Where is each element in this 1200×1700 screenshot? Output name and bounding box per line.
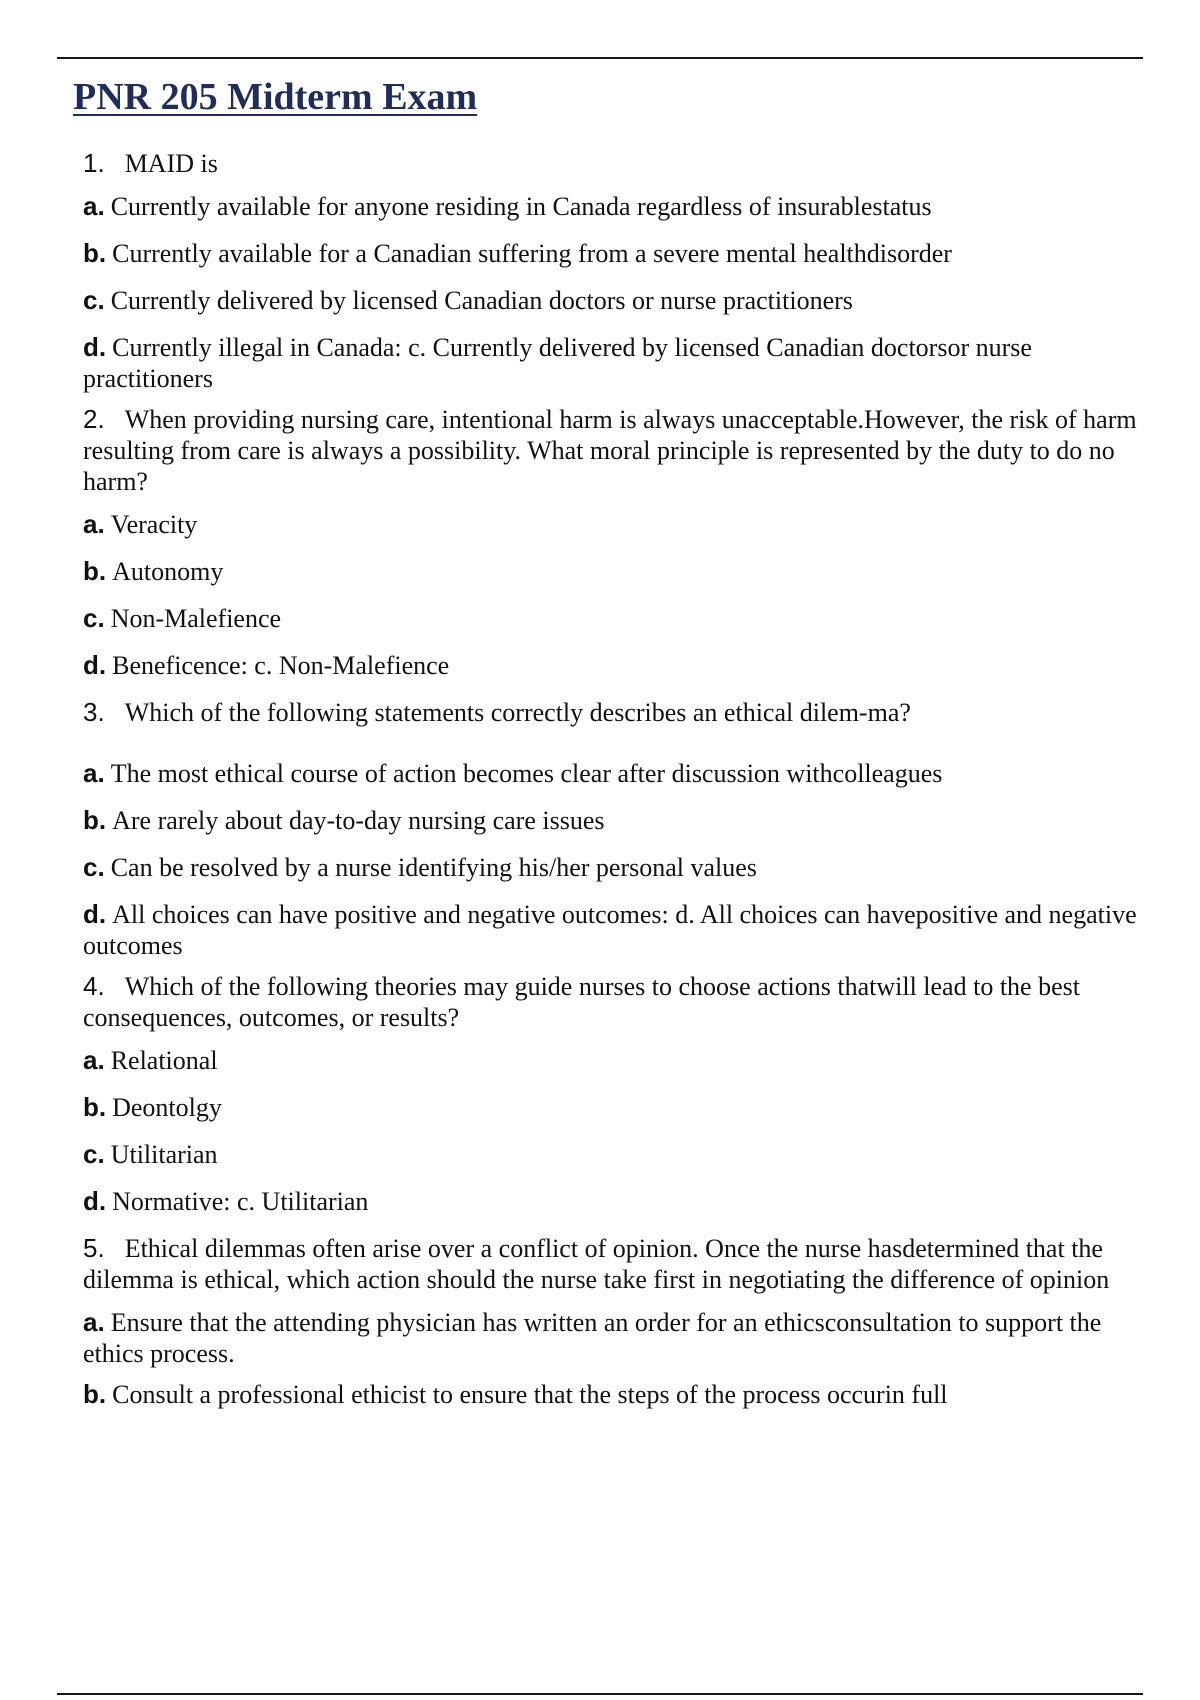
question-number: 1.	[83, 148, 105, 178]
option-letter: d.	[83, 650, 107, 680]
option-text: Currently delivered by licensed Canadian doctors or nurse practitioners	[110, 286, 853, 315]
top-rule	[57, 57, 1143, 59]
option-4d	[83, 1186, 1147, 1217]
option-letter: a.	[83, 509, 105, 539]
option-text: Non-Malefience	[110, 604, 282, 633]
option-3c	[83, 852, 1147, 883]
option-3d	[83, 899, 1147, 961]
option-text: Are rarely about day-to-day nursing care issues	[112, 806, 605, 835]
question-text: When providing nursing care, intentional harm is always unacceptable.However, the risk of harm resulting from care is always a possibility. What moral principle is represented by the duty to do no harm?	[83, 405, 1137, 496]
option-2a	[83, 509, 1147, 540]
option-letter: c.	[83, 852, 105, 882]
option-5b	[83, 1379, 1147, 1410]
option-letter: d.	[83, 332, 107, 362]
option-4a	[83, 1045, 1147, 1076]
option-text: All choices can have positive and negative outcomes: d. All choices can havepositive and negative outcomes	[83, 900, 1137, 960]
option-letter: b.	[83, 1092, 107, 1122]
option-text: Beneficence: c. Non-Malefience	[112, 651, 450, 680]
question-number: 5.	[83, 1233, 105, 1263]
option-text: Deontolgy	[112, 1093, 222, 1122]
option-letter: b.	[83, 556, 107, 586]
option-letter: c.	[83, 603, 105, 633]
question-5	[83, 1233, 1147, 1295]
option-text: Relational	[110, 1046, 218, 1075]
option-4c	[83, 1139, 1147, 1170]
option-letter: d.	[83, 899, 107, 929]
exam-content	[83, 148, 1147, 1426]
option-letter: d.	[83, 1186, 107, 1216]
option-text: Utilitarian	[110, 1140, 218, 1169]
option-3a	[83, 758, 1147, 789]
page-title: PNR 205 Midterm Exam	[73, 76, 478, 118]
question-1	[83, 148, 1147, 179]
option-1c	[83, 285, 1147, 316]
option-letter: c.	[83, 285, 105, 315]
option-3b	[83, 805, 1147, 836]
option-2d	[83, 650, 1147, 681]
question-text: Ethical dilemmas often arise over a conflict of opinion. Once the nurse hasdetermined that the dilemma is ethical, which action should the nurse take first in negotiating the difference of opinion	[83, 1234, 1110, 1294]
option-text: Consult a professional ethicist to ensure that the steps of the process occurin full	[112, 1380, 948, 1409]
question-text: MAID is	[124, 149, 218, 178]
option-text: Normative: c. Utilitarian	[112, 1187, 369, 1216]
question-4	[83, 971, 1147, 1033]
question-text: Which of the following theories may guide nurses to choose actions thatwill lead to the best consequences, outcomes, or results?	[83, 972, 1080, 1032]
option-letter: b.	[83, 1379, 107, 1409]
option-text: Currently available for a Canadian suffering from a severe mental healthdisorder	[112, 239, 952, 268]
option-text: Can be resolved by a nurse identifying his/her personal values	[110, 853, 757, 882]
option-letter: b.	[83, 238, 107, 268]
option-letter: c.	[83, 1139, 105, 1169]
option-2c	[83, 603, 1147, 634]
question-number: 2.	[83, 404, 105, 434]
option-5a	[83, 1307, 1147, 1369]
option-letter: a.	[83, 191, 105, 221]
option-text: The most ethical course of action becomes clear after discussion withcolleagues	[110, 759, 943, 788]
option-letter: a.	[83, 1045, 105, 1075]
option-letter: b.	[83, 805, 107, 835]
option-text: Ensure that the attending physician has written an order for an ethicsconsultation to support the ethics process.	[83, 1308, 1102, 1368]
option-text: Autonomy	[112, 557, 224, 586]
option-text: Veracity	[110, 510, 198, 539]
option-4b	[83, 1092, 1147, 1123]
question-number: 3.	[83, 697, 105, 727]
option-1a	[83, 191, 1147, 222]
option-1b	[83, 238, 1147, 269]
option-letter: a.	[83, 1307, 105, 1337]
option-1d	[83, 332, 1147, 394]
bottom-rule	[57, 1693, 1143, 1695]
option-text: Currently illegal in Canada: c. Currently delivered by licensed Canadian doctorsor nurse practitioners	[83, 333, 1032, 393]
question-number: 4.	[83, 971, 105, 1001]
option-2b	[83, 556, 1147, 587]
option-text: Currently available for anyone residing in Canada regardless of insurablestatus	[110, 192, 932, 221]
option-letter: a.	[83, 758, 105, 788]
question-3	[83, 697, 1147, 728]
question-2	[83, 404, 1147, 497]
question-text: Which of the following statements correctly describes an ethical dilem-ma?	[124, 698, 911, 727]
